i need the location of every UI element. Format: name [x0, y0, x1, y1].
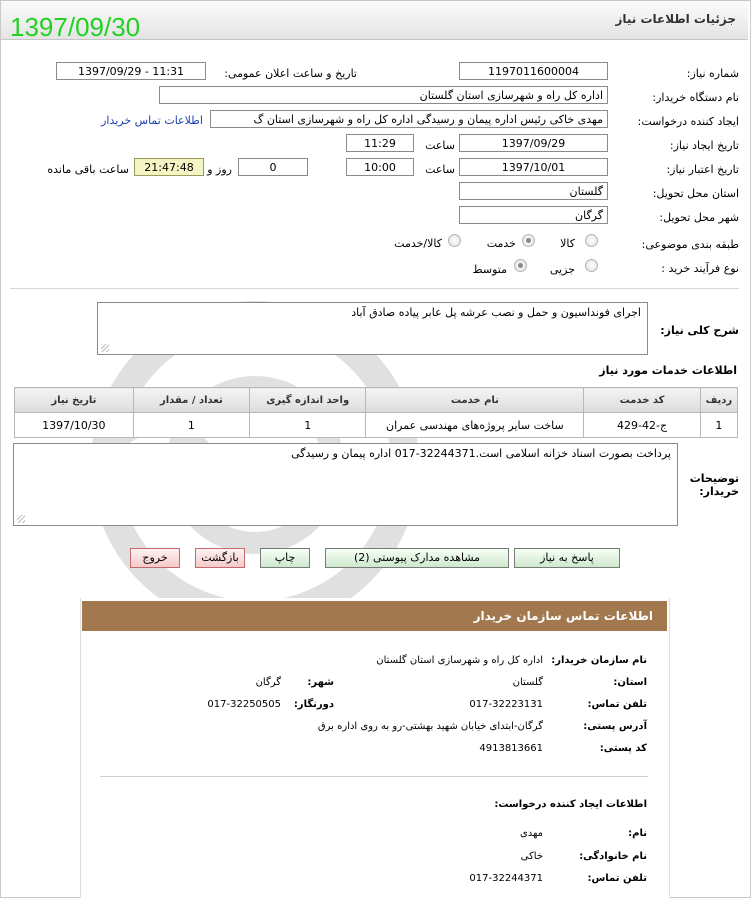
cell-date: 1397/10/30 [15, 413, 134, 438]
need-number-field: 1197011600004 [459, 62, 608, 80]
name-label: نام: [628, 828, 647, 839]
back-button[interactable]: بازگشت [195, 548, 245, 568]
services-table [14, 387, 738, 438]
buyer-label: نام دستگاه خریدار: [652, 91, 739, 104]
province-label: استان محل تحویل: [652, 187, 739, 200]
category-label: طبقه بندی موضوعی: [641, 238, 739, 251]
process-option-minor: جزیی [549, 263, 575, 276]
panel-divider [100, 776, 648, 777]
resize-grip-icon[interactable] [17, 515, 25, 523]
table-header-row [15, 388, 738, 413]
resize-grip-icon[interactable] [101, 344, 109, 352]
created-date-field: 1397/09/29 [459, 134, 608, 152]
family-value: خاکی [520, 851, 543, 862]
address-value: گرگان-ابتدای خیابان شهید بهشتی-رو به روی اداره برق [317, 721, 543, 732]
cell-name: ساخت سایر پروژه‌های مهندسی عمران [366, 413, 584, 438]
family-label: نام خانوادگی: [579, 851, 647, 862]
buyer-field: اداره کل راه و شهرسازی استان گلستان [159, 86, 608, 104]
category-option-goods: کالا [560, 237, 575, 250]
announce-label: تاریخ و ساعت اعلان عمومی: [224, 67, 357, 80]
address-label: آدرس پستی: [583, 721, 647, 732]
creator-phone-label: تلفن تماس: [587, 873, 647, 884]
org-value: اداره کل راه و شهرسازی استان گلستان [376, 655, 543, 666]
divider [10, 288, 739, 289]
creator-phone-value: 017-32244371 [469, 873, 543, 884]
buyer-notes-textarea[interactable] [13, 443, 678, 526]
description-label: شرح کلی نیاز: [660, 324, 739, 337]
process-label: نوع فرآیند خرید : [661, 262, 739, 275]
description-text: اجرای فونداسیون و حمل و نصب عرشه پل عابر پیاده صادق آباد [351, 306, 641, 319]
table-row [15, 413, 738, 438]
category-radio-both[interactable] [448, 234, 461, 247]
province-label-2: استان: [613, 677, 647, 688]
attachments-button[interactable]: مشاهده مدارک پیوستی (2) [325, 548, 509, 568]
category-option-service: خدمت [486, 237, 516, 250]
col-header-row-num: ردیف [700, 388, 737, 413]
province-value-2: گلستان [512, 677, 543, 688]
col-header-code: کد خدمت [584, 388, 700, 413]
announce-field: 1397/09/29 - 11:31 [56, 62, 206, 80]
days-remaining-field: 0 [238, 158, 308, 176]
valid-time-label: ساعت [425, 163, 455, 176]
remaining-label: ساعت باقی مانده [47, 163, 129, 176]
org-label: نام سازمان خریدار: [551, 655, 647, 666]
description-textarea[interactable] [97, 302, 648, 355]
process-radio-medium[interactable] [514, 259, 527, 272]
fax-label: دورنگار: [293, 699, 334, 710]
date-stamp: 1397/09/30 [10, 12, 141, 42]
province-field: گلستان [459, 182, 608, 200]
postal-label: کد پستی: [599, 743, 647, 754]
contact-panel-title: اطلاعات تماس سازمان خریدار [473, 609, 653, 623]
city-field: گرگان [459, 206, 608, 224]
col-header-unit: واحد اندازه گیری [250, 388, 366, 413]
col-header-qty: تعداد / مقدار [133, 388, 249, 413]
contact-panel-header [82, 601, 667, 631]
page-title: جزئیات اطلاعات نیاز [615, 12, 736, 26]
valid-date-label: تاریخ اعتبار نیاز: [666, 163, 739, 176]
city-label: شهر محل تحویل: [659, 211, 739, 224]
category-radio-goods[interactable] [585, 234, 598, 247]
postal-value: 4913813661 [479, 743, 543, 754]
cell-code: ج-42-429 [584, 413, 700, 438]
city-value-2: گرگان [255, 677, 281, 688]
buyer-notes-text: پرداخت بصورت اسناد خزانه اسلامی است.32244371-017 اداره پیمان و رسیدگی [291, 447, 671, 460]
process-option-medium: متوسط [472, 263, 507, 276]
valid-time-field: 10:00 [346, 158, 414, 176]
created-time-label: ساعت [425, 139, 455, 152]
col-header-date: تاریخ نیاز [15, 388, 134, 413]
buyer-notes-label: توضیحات خریدار: [689, 472, 739, 498]
remaining-time-field: 21:47:48 [134, 158, 204, 176]
city-label-2: شهر: [307, 677, 334, 688]
exit-button[interactable]: خروج [130, 548, 180, 568]
creator-info-title: اطلاعات ایجاد کننده درخواست: [494, 799, 647, 810]
need-number-label: شماره نیاز: [686, 67, 739, 80]
print-button[interactable]: چاپ [260, 548, 310, 568]
phone-label: تلفن تماس: [587, 699, 647, 710]
fax-value: 017-32250505 [207, 699, 281, 710]
services-title: اطلاعات خدمات مورد نیاز [599, 364, 737, 377]
col-header-name: نام خدمت [366, 388, 584, 413]
reply-button[interactable]: پاسخ به نیاز [514, 548, 620, 568]
buyer-contact-link[interactable]: اطلاعات تماس خریدار [101, 114, 203, 127]
created-date-label: تاریخ ایجاد نیاز: [669, 139, 739, 152]
cell-qty: 1 [133, 413, 249, 438]
cell-row-num: 1 [700, 413, 737, 438]
name-value: مهدی [519, 828, 543, 839]
days-label: روز و [207, 163, 232, 176]
category-option-both: کالا/خدمت [394, 237, 442, 250]
category-radio-service[interactable] [522, 234, 535, 247]
process-radio-minor[interactable] [585, 259, 598, 272]
valid-date-field: 1397/10/01 [459, 158, 608, 176]
creator-field: مهدی خاکی رئیس اداره پیمان و رسیدگی اداره کل راه و شهرسازی استان گ [210, 110, 608, 128]
cell-unit: 1 [250, 413, 366, 438]
created-time-field: 11:29 [346, 134, 414, 152]
phone-value: 017-32223131 [469, 699, 543, 710]
creator-label: ایجاد کننده درخواست: [637, 115, 739, 128]
